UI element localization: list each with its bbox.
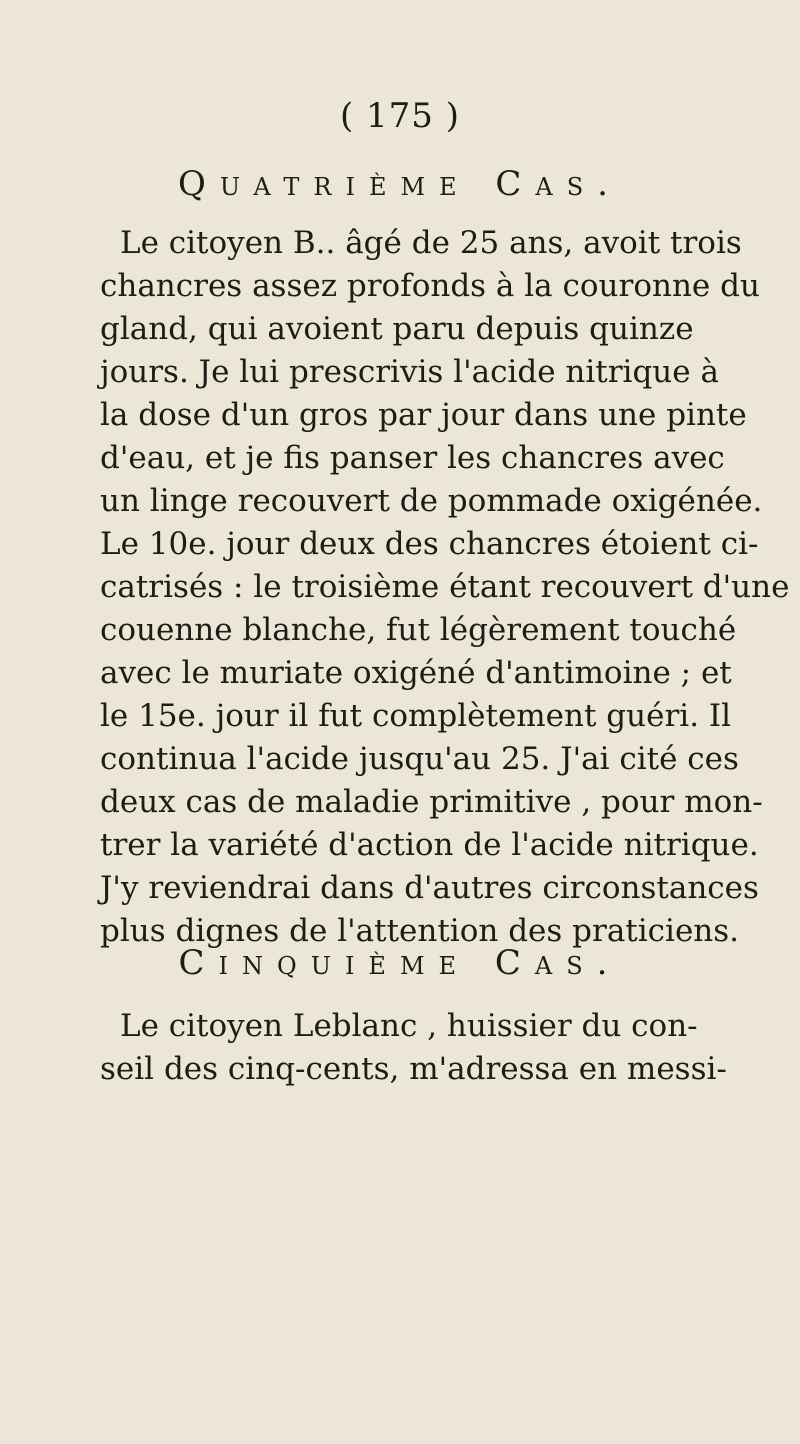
text-line: le 15e. jour il fut complètement guéri. Il	[100, 698, 732, 734]
text-line: seil des cinq-cents, m'adressa en messi-	[100, 1051, 727, 1087]
section-heading-quatrieme-cas: Quatrième Cas.	[178, 164, 622, 204]
text-line: deux cas de maladie primitive , pour mon-	[100, 784, 763, 820]
section-heading-cinquieme-cas: Cinquième Cas.	[178, 943, 622, 983]
text-line: J'y reviendrai dans d'autres circonstances	[100, 870, 759, 906]
page-number: ( 175 )	[339, 96, 461, 136]
text-line: Le citoyen Leblanc , huissier du con-	[120, 1008, 698, 1044]
text-line: trer la variété d'action de l'acide nitrique.	[100, 827, 759, 863]
text-line: Le 10e. jour deux des chancres étoient ci-	[100, 526, 759, 562]
text-line: continua l'acide jusqu'au 25. J'ai cité ces	[100, 741, 739, 777]
text-line: la dose d'un gros par jour dans une pinte	[100, 397, 747, 433]
text-line: couenne blanche, fut légèrement touché	[100, 612, 737, 648]
text-line: gland, qui avoient paru depuis quinze	[100, 311, 694, 347]
text-line: jours. Je lui prescrivis l'acide nitrique à	[100, 354, 719, 390]
section-body-quatrieme-cas	[100, 222, 790, 953]
section-body-cinquieme-cas	[100, 1005, 727, 1091]
text-line: d'eau, et je fis panser les chancres avec	[100, 440, 725, 476]
text-line: chancres assez profonds à la couronne du	[100, 268, 760, 304]
text-line: avec le muriate oxigéné d'antimoine ; et	[100, 655, 732, 691]
text-line: catrisés : le troisième étant recouvert d'une	[100, 569, 790, 605]
text-line: Le citoyen B.. âgé de 25 ans, avoit trois	[120, 225, 742, 261]
text-line: un linge recouvert de pommade oxigénée.	[100, 483, 763, 519]
text-line: plus dignes de l'attention des praticiens.	[100, 913, 740, 949]
